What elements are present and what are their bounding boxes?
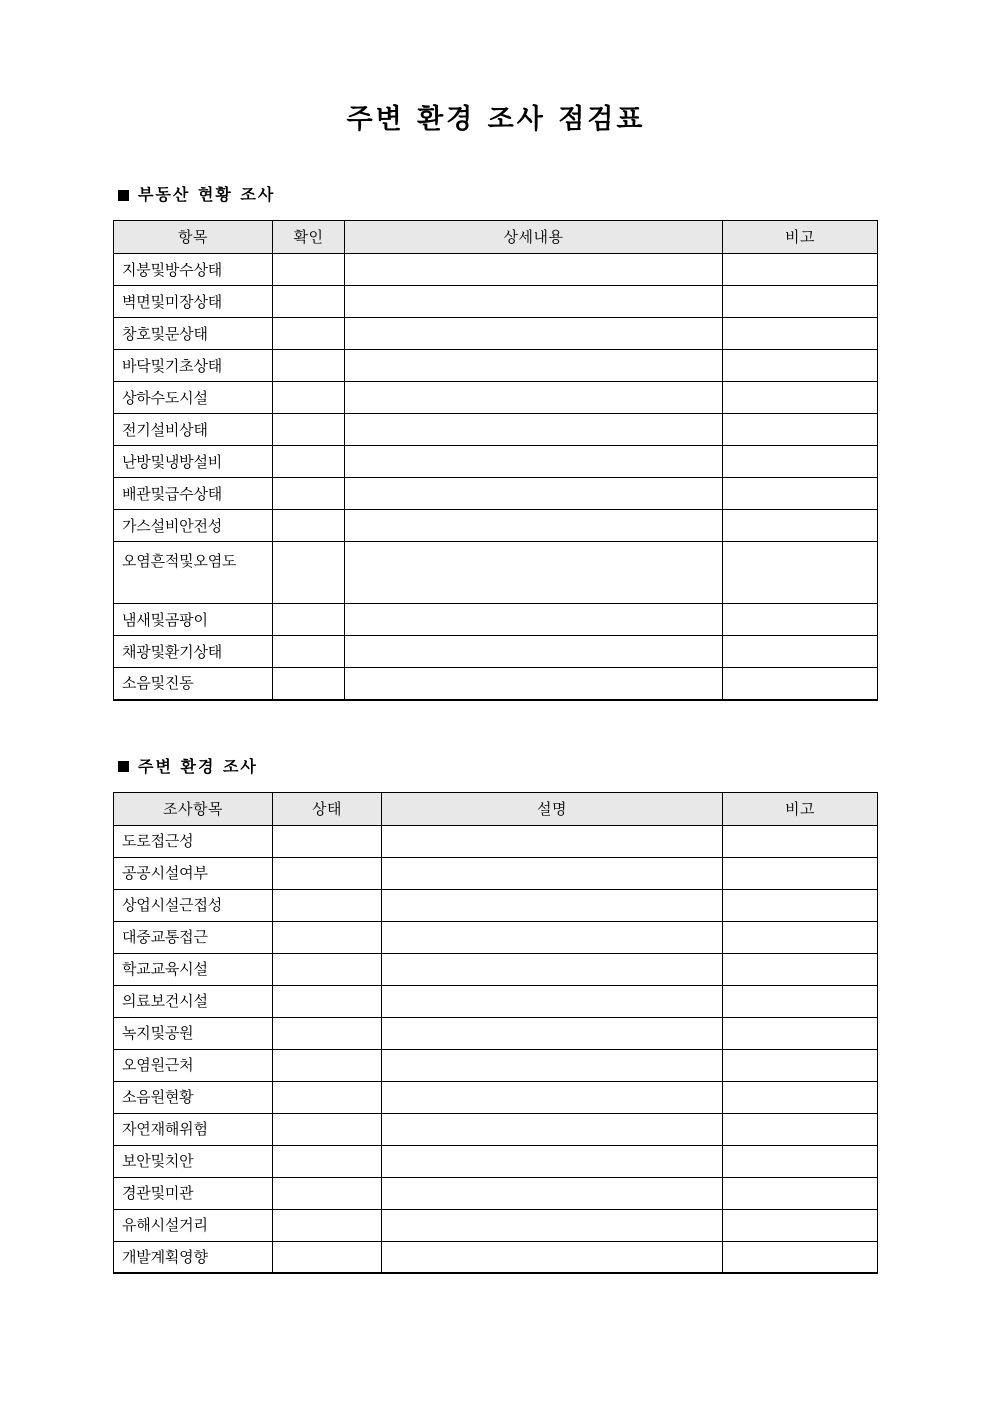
cell-note[interactable]: [723, 1017, 878, 1049]
table-header-row: [114, 792, 878, 825]
table-row: [114, 636, 878, 668]
cell-note[interactable]: [723, 478, 878, 510]
cell-note[interactable]: [723, 318, 878, 350]
table-row: [114, 921, 878, 953]
cell-description[interactable]: [382, 921, 723, 953]
row-label: 공공시설여부: [114, 857, 273, 889]
cell-description[interactable]: [382, 857, 723, 889]
cell-detail[interactable]: [345, 382, 723, 414]
cell-description[interactable]: [382, 1241, 723, 1273]
cell-description[interactable]: [382, 889, 723, 921]
cell-status[interactable]: [273, 1113, 382, 1145]
row-label: 자연재해위험: [114, 1113, 273, 1145]
cell-confirm[interactable]: [273, 414, 345, 446]
spacer: [0, 206, 992, 220]
row-label: 의료보건시설: [114, 985, 273, 1017]
cell-note[interactable]: [723, 382, 878, 414]
cell-description[interactable]: [382, 985, 723, 1017]
row-label: 가스설비안전성: [114, 510, 273, 542]
cell-confirm[interactable]: [273, 446, 345, 478]
cell-status[interactable]: [273, 1177, 382, 1209]
cell-detail[interactable]: [345, 636, 723, 668]
cell-status[interactable]: [273, 857, 382, 889]
row-label: 벽면및미장상태: [114, 286, 273, 318]
row-label: 개발계획영향: [114, 1241, 273, 1273]
column-header-detail: 상세내용: [345, 221, 723, 254]
cell-confirm[interactable]: [273, 254, 345, 286]
column-header-description: 설명: [382, 792, 723, 825]
row-label: 녹지및공원: [114, 1017, 273, 1049]
cell-confirm[interactable]: [273, 286, 345, 318]
cell-detail[interactable]: [345, 446, 723, 478]
cell-confirm[interactable]: [273, 318, 345, 350]
row-label: 도로접근성: [114, 825, 273, 857]
cell-status[interactable]: [273, 1145, 382, 1177]
row-label: 경관및미관: [114, 1177, 273, 1209]
row-label: 배관및급수상태: [114, 478, 273, 510]
cell-note[interactable]: [723, 985, 878, 1017]
row-label: 전기설비상태: [114, 414, 273, 446]
table-wrapper-property: [0, 220, 992, 701]
cell-note[interactable]: [723, 953, 878, 985]
cell-status[interactable]: [273, 985, 382, 1017]
cell-description[interactable]: [382, 1017, 723, 1049]
table-row: [114, 953, 878, 985]
cell-note[interactable]: [723, 1145, 878, 1177]
column-header-survey-item: 조사항목: [114, 792, 273, 825]
cell-note[interactable]: [723, 510, 878, 542]
table-body-property: [114, 254, 878, 700]
table-row: [114, 414, 878, 446]
cell-confirm[interactable]: [273, 382, 345, 414]
cell-description[interactable]: [382, 1145, 723, 1177]
spacer: [0, 701, 992, 756]
cell-detail[interactable]: [345, 478, 723, 510]
section-heading-surrounding: [0, 756, 992, 778]
table-row: [114, 668, 878, 700]
table-row: [114, 889, 878, 921]
cell-confirm[interactable]: [273, 668, 345, 700]
column-header-note: 비고: [723, 792, 878, 825]
section-property-status: [0, 184, 992, 701]
page-title: 주변 환경 조사 점검표: [346, 104, 646, 135]
cell-detail[interactable]: [345, 668, 723, 700]
row-label: 창호및문상태: [114, 318, 273, 350]
table-row: [114, 1145, 878, 1177]
cell-note[interactable]: [723, 254, 878, 286]
row-label: 소음및진동: [114, 668, 273, 700]
cell-note[interactable]: [723, 857, 878, 889]
cell-detail[interactable]: [345, 254, 723, 286]
table-row: [114, 1177, 878, 1209]
spacer: [0, 137, 992, 184]
cell-description[interactable]: [382, 1081, 723, 1113]
cell-note[interactable]: [723, 1241, 878, 1273]
filled-square-icon: [118, 761, 129, 772]
cell-status[interactable]: [273, 1017, 382, 1049]
cell-confirm[interactable]: [273, 636, 345, 668]
row-label: 유해시설거리: [114, 1209, 273, 1241]
cell-detail[interactable]: [345, 604, 723, 636]
table-row: [114, 985, 878, 1017]
cell-description[interactable]: [382, 1049, 723, 1081]
table-header-surrounding: [114, 792, 878, 825]
cell-note[interactable]: [723, 1209, 878, 1241]
row-label: 상업시설근접성: [114, 889, 273, 921]
cell-note[interactable]: [723, 350, 878, 382]
table-header-property: [114, 221, 878, 254]
cell-detail[interactable]: [345, 350, 723, 382]
cell-detail[interactable]: [345, 318, 723, 350]
row-label: 냄새및곰팡이: [114, 604, 273, 636]
section-heading-property: [0, 184, 992, 206]
row-label: 지붕및방수상태: [114, 254, 273, 286]
row-label: 학교교육시설: [114, 953, 273, 985]
cell-note[interactable]: [723, 825, 878, 857]
cell-note[interactable]: [723, 1081, 878, 1113]
table-row: [114, 604, 878, 636]
table-row: [114, 318, 878, 350]
cell-status[interactable]: [273, 1049, 382, 1081]
cell-status[interactable]: [273, 825, 382, 857]
cell-detail[interactable]: [345, 286, 723, 318]
cell-confirm[interactable]: [273, 604, 345, 636]
cell-status[interactable]: [273, 889, 382, 921]
row-label: 바닥및기초상태: [114, 350, 273, 382]
row-label: 오염흔적및오염도: [114, 542, 273, 604]
cell-description[interactable]: [382, 953, 723, 985]
cell-status[interactable]: [273, 921, 382, 953]
section-surrounding-environment: [0, 756, 992, 1275]
cell-status[interactable]: [273, 1209, 382, 1241]
table-header-row: [114, 221, 878, 254]
cell-confirm[interactable]: [273, 542, 345, 604]
table-row: [114, 478, 878, 510]
cell-note[interactable]: [723, 1113, 878, 1145]
cell-note[interactable]: [723, 414, 878, 446]
filled-square-icon: [118, 190, 129, 201]
cell-note[interactable]: [723, 542, 878, 604]
table-surrounding-environment: [113, 792, 878, 1275]
row-label: 소음원현황: [114, 1081, 273, 1113]
table-property-status: [113, 220, 878, 701]
table-row: [114, 286, 878, 318]
cell-detail[interactable]: [345, 414, 723, 446]
cell-confirm[interactable]: [273, 350, 345, 382]
row-label: 오염원근처: [114, 1049, 273, 1081]
cell-note[interactable]: [723, 446, 878, 478]
cell-note[interactable]: [723, 1049, 878, 1081]
cell-status[interactable]: [273, 953, 382, 985]
table-row: [114, 825, 878, 857]
table-row: [114, 1017, 878, 1049]
cell-note[interactable]: [723, 889, 878, 921]
column-header-note: 비고: [723, 221, 878, 254]
table-row: [114, 350, 878, 382]
cell-detail[interactable]: [345, 542, 723, 604]
row-label: 상하수도시설: [114, 382, 273, 414]
section-heading-label: 주변 환경 조사: [138, 756, 258, 776]
table-row: [114, 1049, 878, 1081]
table-row: [114, 382, 878, 414]
cell-note[interactable]: [723, 921, 878, 953]
table-row: [114, 446, 878, 478]
table-row: [114, 1241, 878, 1273]
cell-description[interactable]: [382, 825, 723, 857]
table-body-surrounding: [114, 825, 878, 1273]
cell-note[interactable]: [723, 636, 878, 668]
cell-confirm[interactable]: [273, 478, 345, 510]
section-heading-label: 부동산 현황 조사: [138, 185, 276, 204]
row-label: 채광및환기상태: [114, 636, 273, 668]
table-row: [114, 1209, 878, 1241]
cell-description[interactable]: [382, 1113, 723, 1145]
table-row: [114, 857, 878, 889]
cell-description[interactable]: [382, 1209, 723, 1241]
cell-status[interactable]: [273, 1241, 382, 1273]
table-row: [114, 1113, 878, 1145]
row-label: 대중교통접근: [114, 921, 273, 953]
cell-note[interactable]: [723, 1177, 878, 1209]
column-header-confirm: 확인: [273, 221, 345, 254]
table-row: [114, 254, 878, 286]
cell-detail[interactable]: [345, 510, 723, 542]
cell-note[interactable]: [723, 668, 878, 700]
table-row: [114, 542, 878, 604]
row-label: 난방및냉방설비: [114, 446, 273, 478]
column-header-status: 상태: [273, 792, 382, 825]
cell-description[interactable]: [382, 1177, 723, 1209]
row-label: 보안및치안: [114, 1145, 273, 1177]
spacer: [0, 778, 992, 792]
table-row: [114, 510, 878, 542]
table-row: [114, 1081, 878, 1113]
cell-note[interactable]: [723, 286, 878, 318]
cell-note[interactable]: [723, 604, 878, 636]
cell-status[interactable]: [273, 1081, 382, 1113]
cell-confirm[interactable]: [273, 510, 345, 542]
column-header-item: 항목: [114, 221, 273, 254]
table-wrapper-surrounding: [0, 792, 992, 1275]
